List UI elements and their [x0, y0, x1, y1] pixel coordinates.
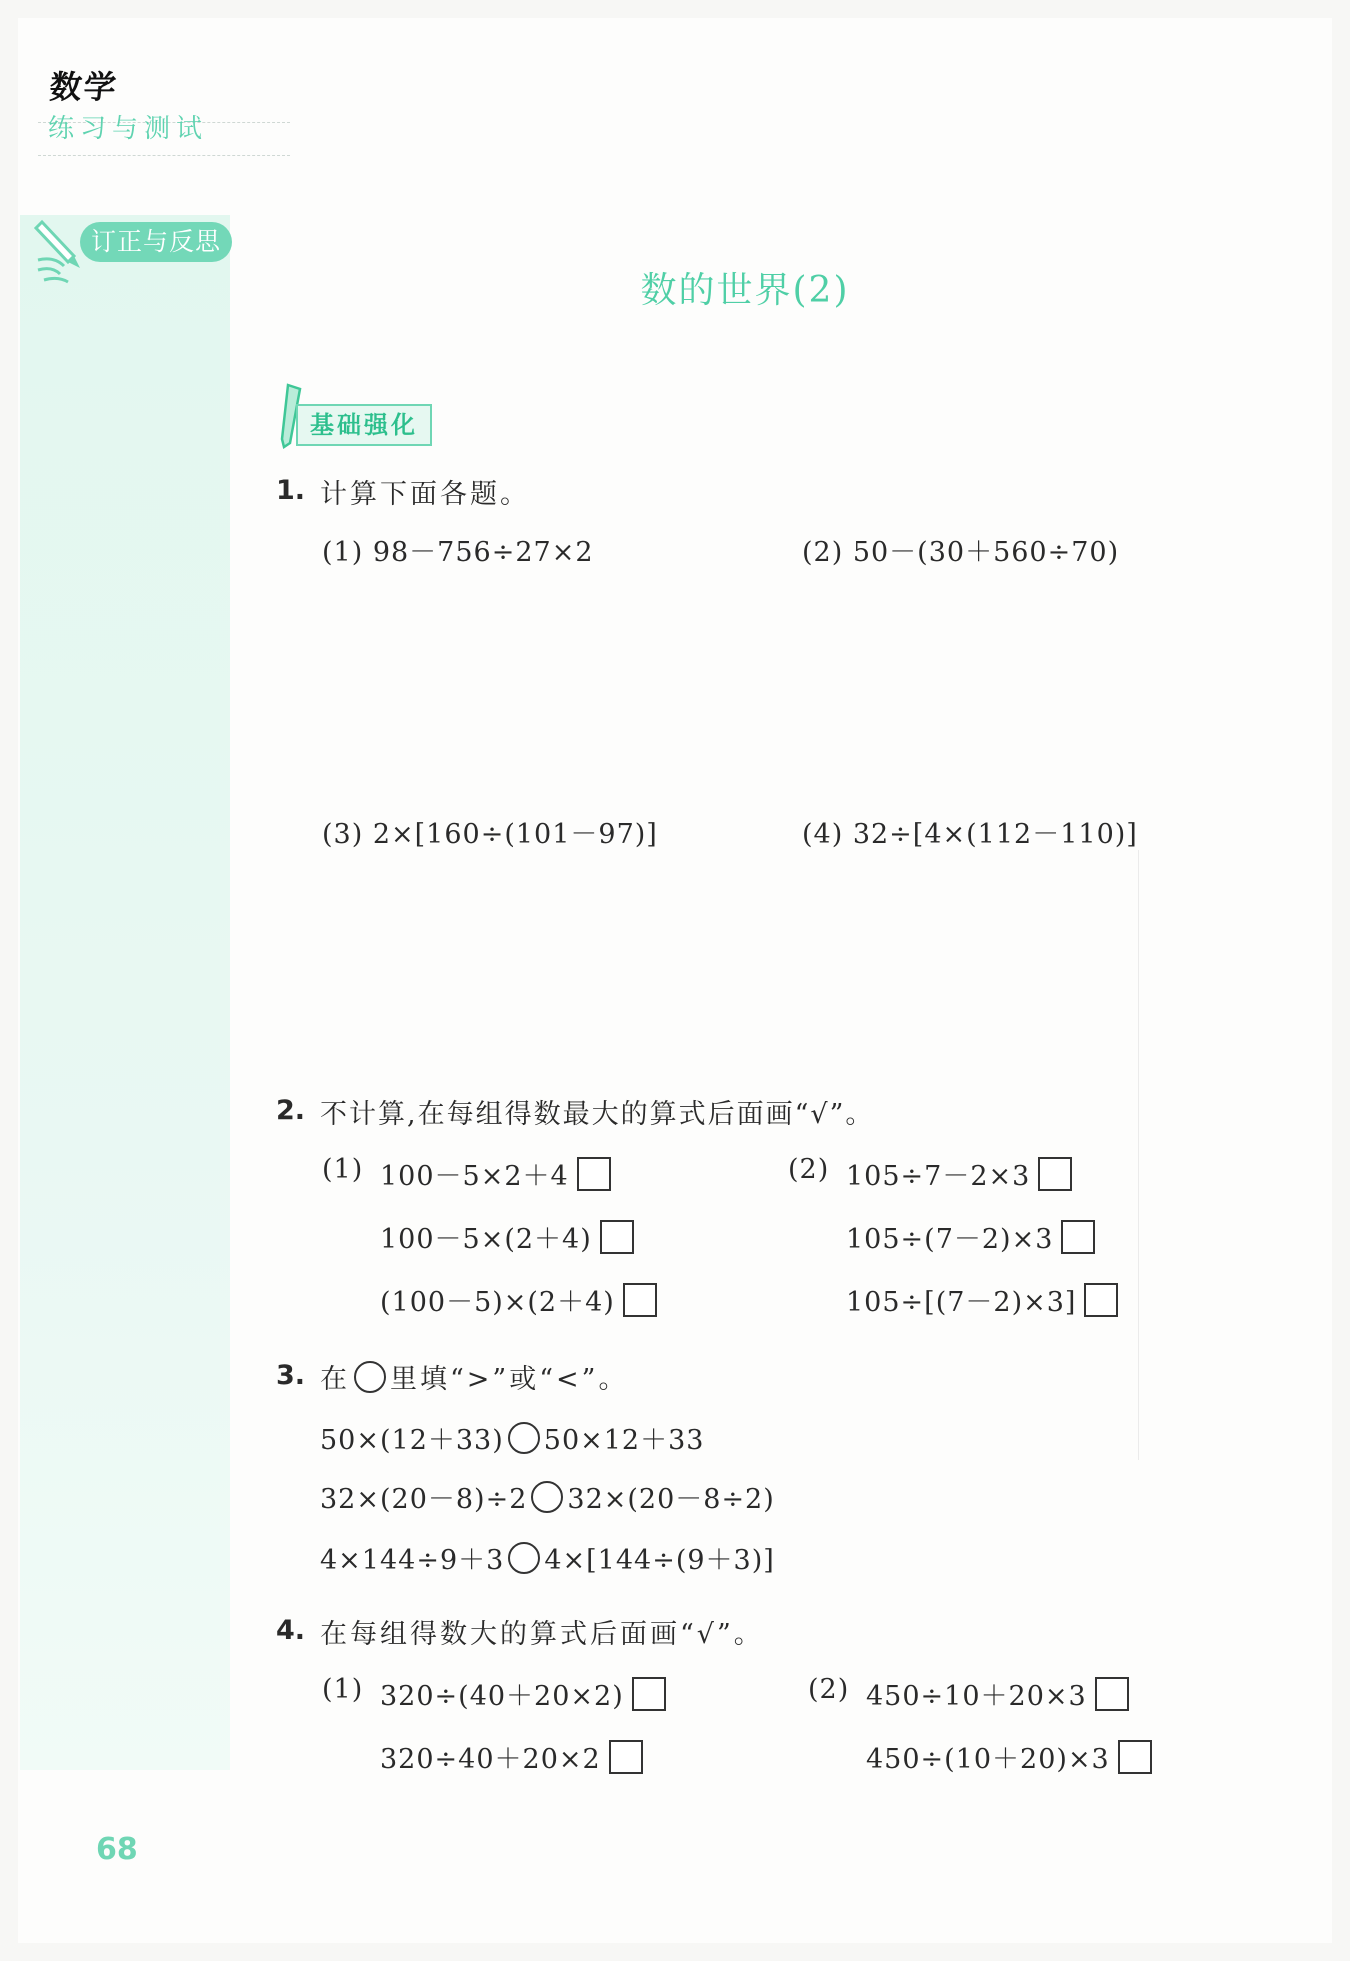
question-4-number: 4.: [276, 1615, 306, 1646]
q2-group2-label: (2): [788, 1154, 830, 1185]
correction-sidebar: [20, 215, 230, 1770]
q2-group2-expr-3: 105÷[(7－2)×3]: [846, 1280, 1118, 1319]
q4-group1-expr-2: 320÷40＋20×2: [380, 1737, 643, 1776]
reflection-label: 订正与反思: [80, 222, 232, 262]
q1-item-2: (2) 50－(30＋560÷70): [802, 537, 1120, 568]
answer-box[interactable]: [1038, 1157, 1072, 1191]
question-3-number: 3.: [276, 1360, 306, 1391]
compare-circle[interactable]: [531, 1481, 563, 1513]
answer-box[interactable]: [623, 1283, 657, 1317]
question-2-prompt: 不计算,在每组得数最大的算式后面画“√”。: [320, 1099, 875, 1130]
series-label: 练习与测试: [48, 114, 209, 144]
q4-group1-label: (1): [322, 1674, 364, 1705]
compare-circle[interactable]: [508, 1542, 540, 1574]
page-seam: [1138, 850, 1139, 1460]
page-title: 数的世界(2): [640, 270, 850, 311]
answer-box[interactable]: [577, 1157, 611, 1191]
compare-circle[interactable]: [508, 1422, 540, 1454]
answer-box[interactable]: [1095, 1677, 1129, 1711]
answer-box[interactable]: [600, 1220, 634, 1254]
q2-group1-label: (1): [322, 1154, 364, 1185]
answer-box[interactable]: [632, 1677, 666, 1711]
subject-label: 数学: [47, 68, 120, 106]
section-label: 基础强化: [296, 404, 432, 446]
q4-group2-expr-2: 450÷(10＋20)×3: [866, 1737, 1152, 1776]
question-4-prompt: 在每组得数大的算式后面画“√”。: [320, 1619, 764, 1650]
q4-group1-expr-1: 320÷(40＋20×2): [380, 1674, 666, 1713]
page-number: 68: [96, 1832, 138, 1867]
q1-item-3: (3) 2×[160÷(101－97)]: [322, 819, 658, 850]
answer-box[interactable]: [1084, 1283, 1118, 1317]
q3-row-1: 50×(12＋33) 50×12＋33: [320, 1418, 704, 1457]
answer-box[interactable]: [609, 1740, 643, 1774]
q2-group1-expr-1: 100－5×2＋4: [380, 1154, 611, 1193]
q4-group2-expr-1: 450÷10＋20×3: [866, 1674, 1129, 1713]
question-1-number: 1.: [276, 475, 306, 506]
question-3-prompt: 在 里填“>”或“<”。: [320, 1357, 628, 1396]
question-2-number: 2.: [276, 1095, 306, 1126]
q3-row-2: 32×(20－8)÷2 32×(20－8÷2): [320, 1477, 775, 1516]
q2-group1-expr-2: 100－5×(2＋4): [380, 1217, 634, 1256]
q1-item-4: (4) 32÷[4×(112－110)]: [802, 819, 1138, 850]
q1-item-1: (1) 98－756÷27×2: [322, 537, 594, 568]
question-1-prompt: 计算下面各题。: [320, 479, 530, 510]
circle-symbol: [354, 1361, 386, 1393]
q2-group2-expr-2: 105÷(7－2)×3: [846, 1217, 1095, 1256]
q4-group2-label: (2): [808, 1674, 850, 1705]
answer-box[interactable]: [1118, 1740, 1152, 1774]
answer-box[interactable]: [1061, 1220, 1095, 1254]
q3-row-3: 4×144÷9＋3 4×[144÷(9＋3)]: [320, 1538, 775, 1577]
q2-group2-expr-1: 105÷7－2×3: [846, 1154, 1072, 1193]
q2-group1-expr-3: (100－5)×(2＋4): [380, 1280, 657, 1319]
